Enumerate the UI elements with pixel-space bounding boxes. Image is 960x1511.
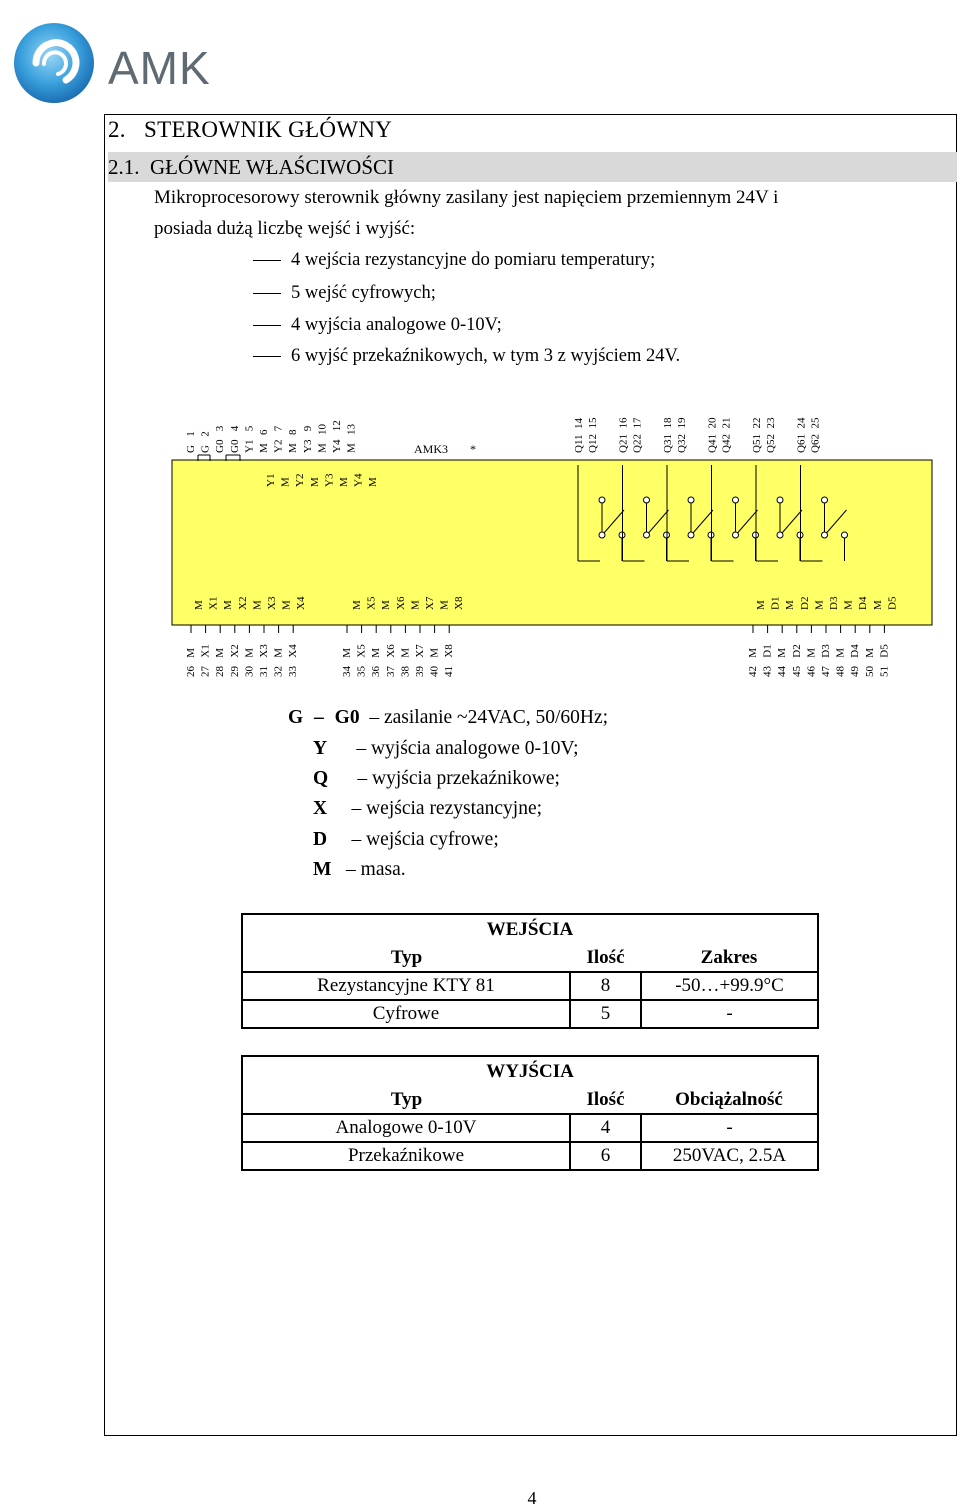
legend-text: – wyjścia przekaźnikowe; [357, 768, 560, 789]
terminal-label: 43 D1 [761, 644, 774, 677]
legend-text: – wejścia rezystancyjne; [351, 798, 543, 819]
cell-obciazalnosc: - [641, 1114, 818, 1142]
relay-contact [599, 497, 605, 503]
terminal-label: D4 [857, 596, 870, 610]
dash-bullet [253, 293, 281, 294]
terminal-label: M 6 [258, 429, 270, 453]
controller-wiring-diagram [170, 395, 940, 690]
terminal-label: Q32 19 [676, 417, 688, 453]
terminal-label: 26 M [185, 647, 197, 677]
bottom-terminals [185, 644, 890, 677]
terminal-label: Q11 14 [573, 417, 585, 453]
terminal-label: Y3 [323, 473, 336, 487]
terminal-label: Q51 22 [751, 417, 763, 453]
terminal-label: Q62 25 [809, 417, 822, 453]
terminal-label: Q42 21 [720, 417, 733, 453]
terminal-label: 37 X6 [384, 644, 397, 677]
terminal-label: G0 4 [228, 425, 241, 453]
terminal-label: 29 X2 [228, 644, 241, 677]
top-right-terminals [573, 417, 822, 453]
terminal-label: G 1 [185, 431, 197, 453]
terminal-label: 39 X7 [414, 644, 426, 677]
header-zakres: Zakres [641, 945, 818, 972]
legend-row [288, 707, 608, 729]
terminal-label: M 8 [287, 429, 300, 453]
legend-key: X [313, 798, 328, 819]
terminal-label: M [380, 600, 393, 610]
legend-text: – wejścia cyfrowe; [351, 829, 499, 850]
subsection-heading [108, 152, 957, 182]
terminal-label: D3 [828, 596, 840, 610]
terminal-label: D2 [798, 596, 811, 610]
legend-text: – masa. [346, 859, 406, 880]
terminal-label: 27 X1 [199, 644, 212, 677]
header-ilosc: Ilość [570, 945, 641, 972]
dash-bullet [253, 260, 281, 261]
terminal-label: Y1 5 [243, 425, 256, 453]
relay-contact [822, 497, 828, 503]
terminal-label: 47 D3 [820, 644, 832, 677]
dash-bullet [253, 356, 281, 357]
cell-ilosc: 5 [570, 1000, 641, 1028]
terminal-label: Y4 12 [331, 420, 343, 453]
header-typ: Typ [242, 1087, 570, 1114]
terminal-label: Q61 24 [795, 417, 808, 453]
terminal-label: 51 D5 [878, 644, 891, 677]
terminal-label: D5 [886, 596, 899, 610]
table-row [242, 1000, 818, 1028]
terminal-label: M [755, 600, 767, 610]
terminal-label: M [338, 477, 350, 487]
feature-text: 4 wyjścia analogowe 0-10V; [291, 315, 502, 335]
terminal-label: Q41 20 [706, 417, 719, 453]
relay-contact [688, 497, 694, 503]
terminal-label: M [279, 477, 292, 487]
terminal-label: X1 [207, 596, 220, 610]
feature-text: 6 wyjść przekaźnikowych, w tym 3 z wyjściem 24V. [291, 346, 681, 366]
cell-zakres: - [641, 1000, 818, 1028]
device-label: AMK3 [414, 442, 449, 456]
terminal-label: X6 [394, 596, 407, 610]
terminal-label: 38 M [399, 647, 412, 677]
outputs-table-title: WYJŚCIA [242, 1056, 818, 1087]
legend-text: – zasilanie ~24VAC, 50/60Hz; [369, 707, 609, 728]
relay-contact [842, 532, 848, 538]
top-left-terminals [185, 420, 358, 453]
terminal-label: Y2 [294, 473, 307, 487]
legend-row [313, 859, 406, 881]
feature-item [253, 315, 502, 336]
terminal-label: 42 M [747, 647, 759, 677]
terminal-label: 33 X4 [287, 644, 300, 677]
terminal-label: M [308, 477, 321, 487]
terminal-label: D1 [769, 596, 782, 610]
terminal-label: 45 D2 [790, 644, 803, 677]
logo-text: AMK [108, 42, 211, 94]
inputs-table [241, 913, 819, 1029]
terminal-label: Q21 16 [617, 417, 630, 453]
terminal-label: 46 M [805, 647, 818, 677]
subsection-heading-text: 2.1. GŁÓWNE WŁAŚCIWOŚCI [108, 155, 395, 179]
relay-contact [644, 497, 650, 503]
terminal-label: M [438, 600, 451, 610]
terminal-label: X2 [236, 596, 249, 610]
feature-text: 4 wejścia rezystancyjne do pomiaru temperatury; [291, 250, 656, 270]
terminal-label: M [871, 600, 884, 610]
feature-item [253, 283, 436, 304]
legend-row [313, 738, 579, 760]
terminal-label: M [813, 600, 826, 610]
cell-typ: Rezystancyjne KTY 81 [242, 972, 570, 1000]
cell-typ: Analogowe 0-10V [242, 1114, 570, 1142]
cell-ilosc: 8 [570, 972, 641, 1000]
terminal-label: M [409, 600, 422, 610]
dash-bullet [253, 325, 281, 326]
feature-text: 5 wejść cyfrowych; [291, 283, 436, 303]
cell-zakres: -50…+99.9°C [641, 972, 818, 1000]
outputs-table [241, 1055, 819, 1171]
page-number: 4 [527, 1488, 537, 1508]
legend-key: D [313, 829, 328, 850]
terminal-label: G 2 [199, 431, 212, 453]
legend-text: – wyjścia analogowe 0-10V; [356, 738, 579, 759]
terminal-label: Y3 9 [301, 425, 314, 453]
cell-obciazalnosc: 250VAC, 2.5A [641, 1142, 818, 1170]
relay-contact [777, 497, 783, 503]
relay-contact [733, 497, 739, 503]
legend-key: G – G0 [288, 707, 360, 728]
cell-typ: Cyfrowe [242, 1000, 570, 1028]
terminal-label: Q22 17 [631, 417, 644, 453]
terminal-label: 31 X3 [258, 644, 270, 677]
terminal-label: X3 [266, 596, 278, 610]
device-star: * [470, 442, 476, 456]
header-obciazalnosc: Obciążalność [641, 1087, 818, 1114]
table-row [242, 1142, 818, 1170]
terminal-label: M [193, 600, 205, 610]
terminal-label: M [280, 600, 293, 610]
intro-line-1: Mikroprocesorowy sterownik główny zasilany jest napięciem przemiennym 24V i [154, 187, 779, 208]
terminal-label: 41 X8 [443, 644, 456, 677]
cell-typ: Przekaźnikowe [242, 1142, 570, 1170]
terminal-label: M 13 [345, 423, 358, 453]
terminal-label: 28 M [214, 647, 227, 677]
terminal-label: M [351, 600, 363, 610]
terminal-label: X4 [295, 596, 308, 610]
terminal-label: X5 [365, 596, 378, 610]
amk-logo [6, 18, 226, 108]
terminal-label: M [367, 477, 380, 487]
terminal-label: 32 M [272, 647, 285, 677]
terminal-label: Q31 18 [662, 417, 674, 453]
terminal-label: 34 M [341, 647, 353, 677]
feature-item [253, 250, 655, 271]
terminal-label: 49 D4 [849, 644, 862, 677]
terminal-label: M [251, 600, 264, 610]
intro-line-2: posiada dużą liczbę wejść i wyjść: [154, 218, 416, 239]
header-ilosc: Ilość [570, 1087, 641, 1114]
terminal-label: M [842, 600, 855, 610]
terminal-label: 48 M [834, 647, 847, 677]
table-row [242, 972, 818, 1000]
terminal-label: Y4 [352, 473, 365, 487]
cell-ilosc: 6 [570, 1142, 641, 1170]
feature-item [253, 346, 680, 367]
terminal-label: M [784, 600, 797, 610]
terminal-label: 35 X5 [355, 644, 368, 677]
terminal-label: Q12 15 [587, 417, 599, 453]
terminal-label: 40 M [428, 647, 441, 677]
legend-row [313, 798, 542, 820]
legend-key: Q [313, 768, 329, 789]
legend-key: M [313, 859, 332, 880]
terminal-label: 30 M [243, 647, 256, 677]
terminal-label: Y2 7 [272, 425, 285, 453]
terminal-label: Q52 23 [765, 417, 777, 453]
header-typ: Typ [242, 945, 570, 972]
legend-row [313, 768, 560, 790]
inputs-table-title: WEJŚCIA [242, 914, 818, 945]
terminal-label: 36 M [370, 647, 383, 677]
legend-key: Y [313, 738, 328, 759]
terminal-label: 50 M [863, 647, 876, 677]
terminal-label: Y1 [265, 473, 277, 487]
terminal-label: X7 [424, 596, 436, 610]
table-row [242, 1114, 818, 1142]
terminal-label: M 10 [316, 423, 329, 453]
section-heading: 2. STEROWNIK GŁÓWNY [108, 117, 393, 142]
terminal-label: M [222, 600, 235, 610]
terminal-label: G0 3 [214, 425, 227, 453]
terminal-label: 44 M [776, 647, 789, 677]
terminal-label: X8 [453, 596, 466, 610]
legend-row [313, 829, 499, 851]
cell-ilosc: 4 [570, 1114, 641, 1142]
